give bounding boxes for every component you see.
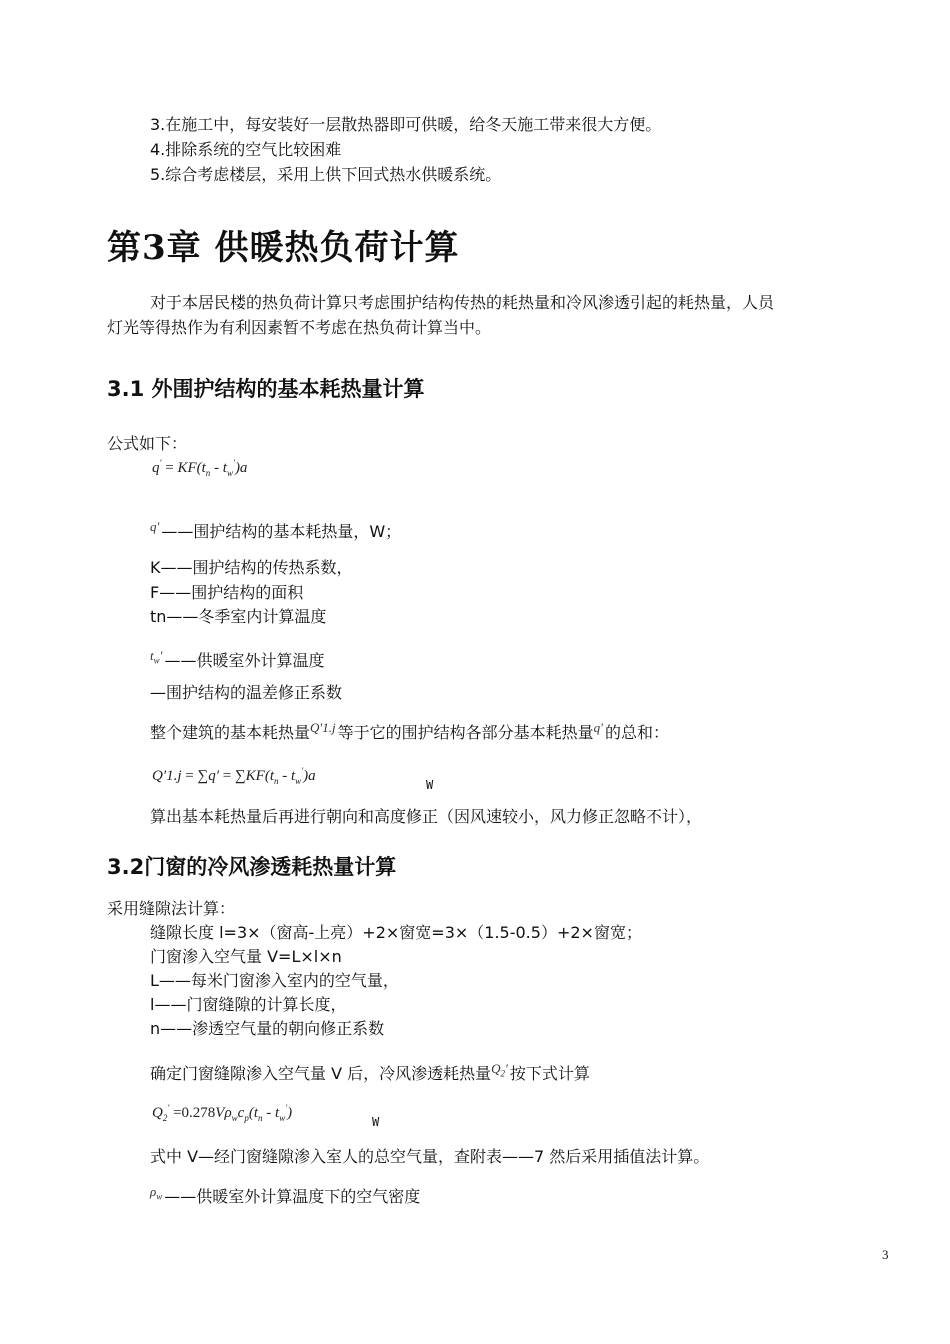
list-item-3: 3.在施工中，每安装好一层散热器即可供暖，给冬天施工带来很大方便。 bbox=[150, 115, 662, 134]
method-line: 采用缝隙法计算： bbox=[107, 899, 236, 918]
unit-w-1: W bbox=[426, 778, 434, 792]
intro-line-2: 灯光等得热作为有利因素暂不考虑在热负荷计算当中。 bbox=[107, 318, 492, 337]
formula-total-heat: $Q'1.j = \sum q' = \sum KF(t_n - t_w')a$ bbox=[152, 766, 316, 786]
unit-w-2: W bbox=[372, 1115, 380, 1129]
q-prime-symbol: q′ bbox=[150, 519, 160, 534]
def-tw: $^{t_w'}$ ——供暖室外计算温度 bbox=[150, 648, 325, 670]
page-number: 3 bbox=[882, 1247, 889, 1262]
formula-intro: 公式如下： bbox=[107, 434, 188, 453]
after-text: 算出基本耗热量后再进行朝向和高度修正（因风速较小，风力修正忽略不计）， bbox=[150, 807, 703, 826]
air-volume-line: 门窗渗入空气量 V=L×l×n bbox=[150, 947, 342, 966]
v-definition: 式中 V—经门窗缝隙渗入室人的总空气量，查附表——7 然后采用插值法计算。 bbox=[150, 1147, 710, 1166]
chapter-title: 第3章 供暖热负荷计算 bbox=[107, 228, 460, 268]
def-q: $^{q'}$ ——围护结构的基本耗热量，W； bbox=[150, 519, 402, 541]
def-k: K——围护结构的传热系数， bbox=[150, 558, 353, 577]
def-l: l——门窗缝隙的计算长度， bbox=[150, 995, 347, 1014]
q1j-symbol: Q′1.j bbox=[310, 720, 336, 735]
section-title-3-2: 3.2门窗的冷风渗透耗热量计算 bbox=[107, 855, 397, 879]
q-prime-symbol-2: q′ bbox=[593, 720, 603, 735]
tw-prime-symbol: tw′ bbox=[150, 648, 163, 666]
rho-w-symbol: ρw bbox=[150, 1184, 163, 1202]
sum-sentence: 整个建筑的基本耗热量$^{Q'1.j}$ 等于它的围护结构各部分基本耗热量$^{q'}$ 的总和： bbox=[150, 720, 669, 742]
intro-line-1: 对于本居民楼的热负荷计算只考虑围护结构传热的耗热量和冷风渗透引起的耗热量，人员 bbox=[150, 293, 775, 312]
section-title-3-1: 3.1 外围护结构的基本耗热量计算 bbox=[107, 377, 425, 401]
def-a: —围护结构的温差修正系数 bbox=[150, 683, 343, 702]
list-item-5: 5.综合考虑楼层，采用上供下回式热水供暖系统。 bbox=[150, 165, 502, 184]
def-f: F——围护结构的面积 bbox=[150, 583, 304, 602]
def-L: L——每米门窗渗入室内的空气量， bbox=[150, 971, 399, 990]
rho-definition: $^{\rho_w}$ ——供暖室外计算温度下的空气密度 bbox=[150, 1184, 421, 1206]
list-item-4: 4.排除系统的空气比较困难 bbox=[150, 140, 342, 159]
formula-infiltration-heat: $Q_2' =0.278V\rho_wc_p(t_n - t_w')$ bbox=[152, 1103, 293, 1123]
gap-length-line: 缝隙长度 l=3×（窗高-上亮）+2×窗宽=3×（1.5-0.5）+2×窗宽； bbox=[150, 923, 642, 942]
formula-basic-heat: $q' = KF(t_n - t_w')a$ bbox=[152, 458, 248, 478]
def-tn: tn——冬季室内计算温度 bbox=[150, 607, 327, 626]
def-n: n——渗透空气量的朝向修正系数 bbox=[150, 1019, 385, 1038]
calc-sentence: 确定门窗缝隙渗入空气量 V 后，冷风渗透耗热量$^{Q_2'}$ 按下式计算 bbox=[150, 1061, 590, 1083]
q2-prime-symbol: Q2′ bbox=[491, 1061, 508, 1079]
